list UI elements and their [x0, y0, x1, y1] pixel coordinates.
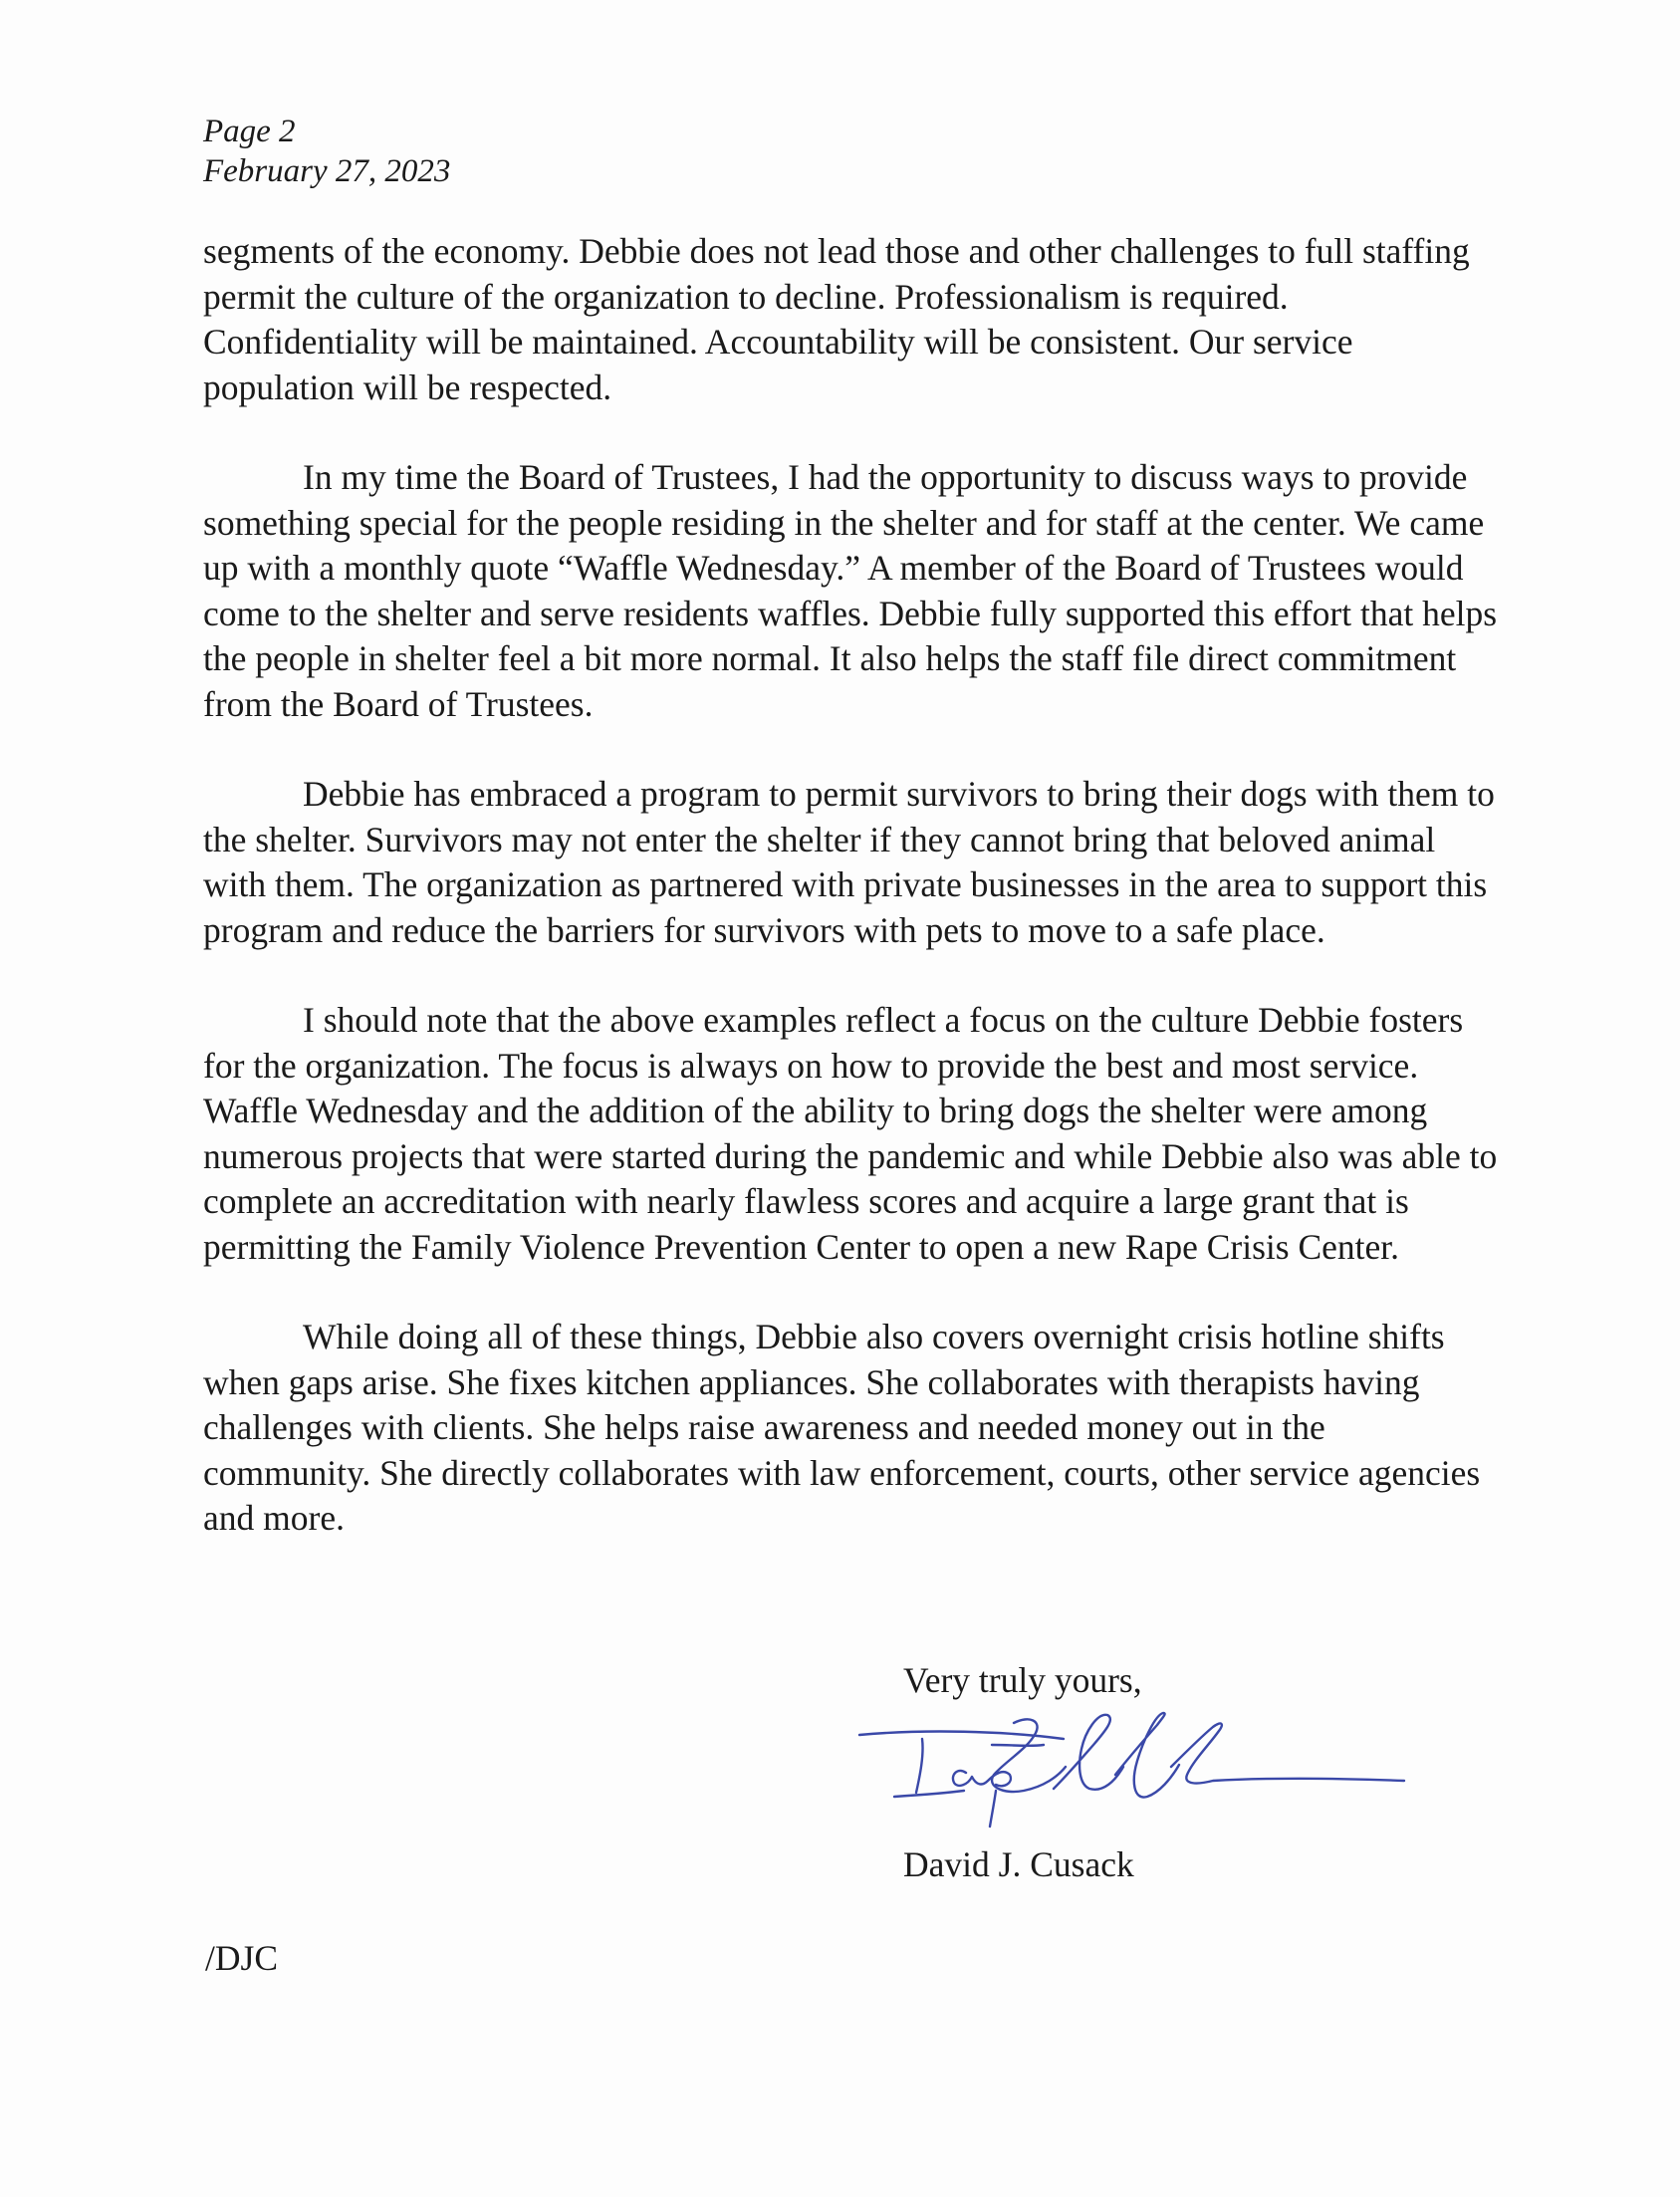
paragraph-organization-culture: I should note that the above examples reflect a focus on the culture Debbie fosters for the organization. The focus is always on how to provide the best and most service. Waffle Wednesday and the addition of the ability to bring dogs the shelter were among numerous projects that were started during the pandemic and while Debbie also was able to complete an accreditation with nearly flawless scores and acquire a large grant that is permitting the Family Violence Prevention Center to open a new Rape Crisis Center. — [203, 1000, 1498, 1267]
closing-salutation: Very truly yours, — [903, 1660, 1142, 1700]
page-number: Page 2 — [203, 114, 296, 149]
paragraph-dog-program: Debbie has embraced a program to permit survivors to bring their dogs with them to the shelter. Survivors may not enter the shelter if they cannot bring that beloved animal with them. The organization as partnered with private businesses in the area to support this program and reduce the barriers for survivors with pets to move to a safe place. — [203, 774, 1495, 950]
paragraph-continuation: segments of the economy. Debbie does not lead those and other challenges to full staffing permit the culture of the organization to decline. Professionalism is required. Confidentiality will be maintained. Accountability will be consistent. Our service population will be respected. — [203, 231, 1470, 407]
letter-body — [203, 229, 1498, 1587]
handwritten-signature — [854, 1705, 1412, 1834]
typist-initials: /DJC — [205, 1938, 278, 1978]
page-header — [203, 112, 450, 191]
paragraph-additional-duties: While doing all of these things, Debbie also covers overnight crisis hotline shifts when gaps arise. She fixes kitchen appliances. She collaborates with therapists having challenges with clients. She helps raise awareness and needed money out in the community. She directly collaborates with law enforcement, courts, other service agencies and more. — [203, 1317, 1481, 1538]
signer-name: David J. Cusack — [903, 1844, 1134, 1884]
paragraph-waffle-wednesday: In my time the Board of Trustees, I had the opportunity to discuss ways to provide something special for the people residing in the shelter and for staff at the center. We came up with a monthly quote “Waffle Wednesday.” A member of the Board of Trustees would come to the shelter and serve residents waffles. Debbie fully supported this effort that helps the people in shelter feel a bit more normal. It also helps the staff file direct commitment from the Board of Trustees. — [203, 457, 1498, 724]
letter-date: February 27, 2023 — [203, 153, 451, 189]
